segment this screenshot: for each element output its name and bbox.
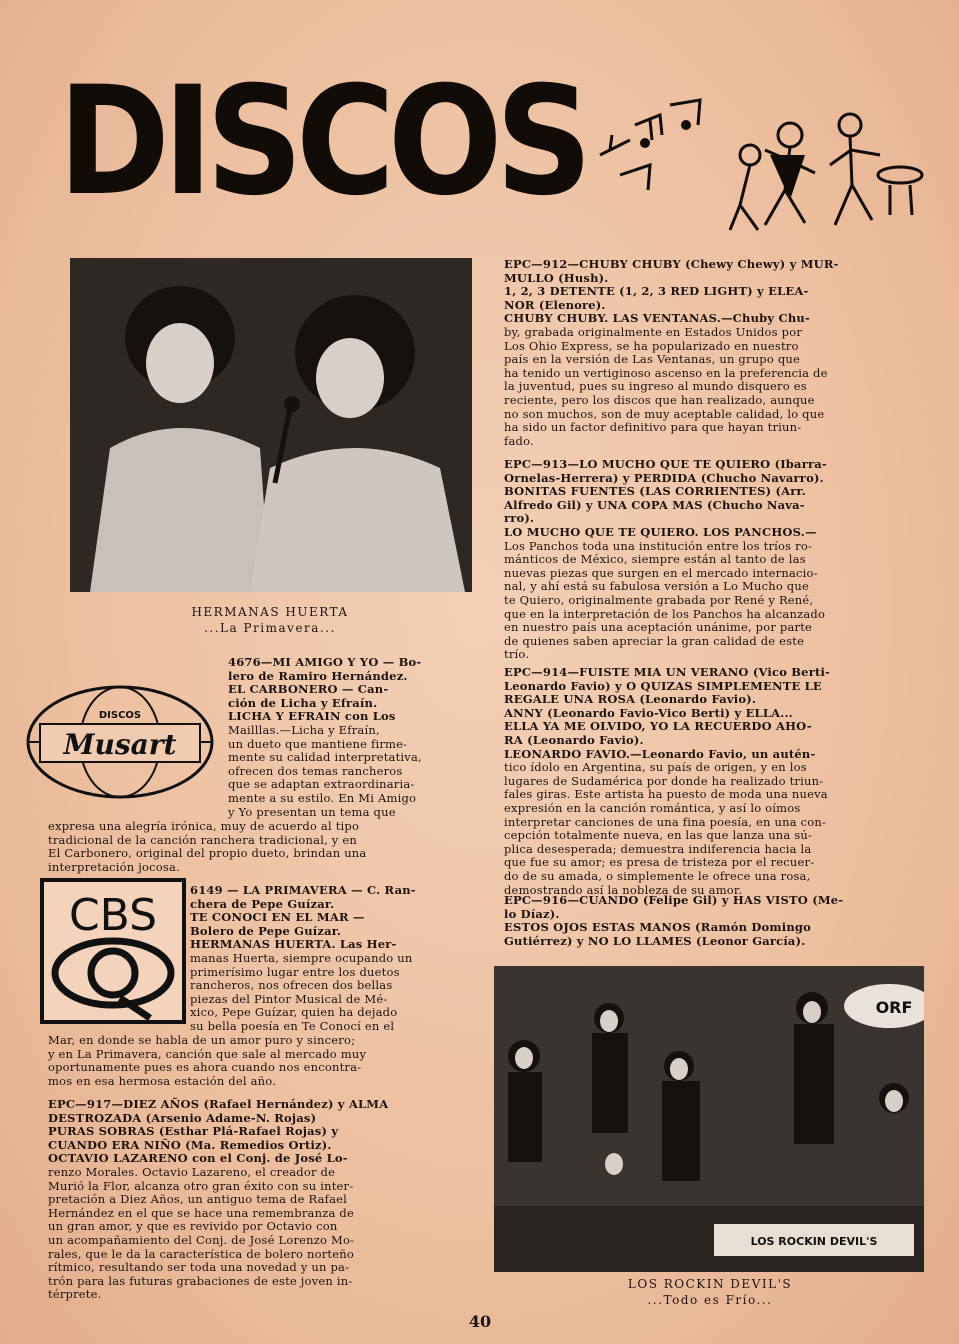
text-line: do de su amada, o simplemente le ofrece una rosa, [504,868,811,883]
text-line: EPC—914—FUISTE MIA UN VERANO (Vico Berti- [504,665,831,679]
orf-sign: ORF [875,998,913,1017]
text-line: nal, y ahí está su fabulosa versión a Lo Mucho que [504,579,809,594]
text-line: un dueto que mantiene firme- [228,736,408,751]
cbs-logo [40,878,186,1024]
rockin-devils-sign: LOS ROCKIN DEVIL'S [750,1235,878,1248]
epc916-review [504,894,924,948]
text-line: te Quiero, originalmente grabada por René y René, [504,592,814,607]
text-line: expresa una alegría irónica, muy de acuerdo al tipo [48,819,360,833]
text-line: tico ídolo en Argentina, su país de origen, y en los [504,760,807,775]
singers-image [70,258,472,592]
text-line: 1, 2, 3 DETENTE (1, 2, 3 RED LIGHT) y ELEA- [504,284,809,299]
text-line: lo Díaz). [504,906,560,921]
text-line: BONITAS FUENTES (LAS CORRIENTES) (Arr. [504,484,806,499]
text-line: ESTOS OJOS ESTAS MANOS (Ramón Domingo [504,920,812,935]
text-line: que se adaptan extraordinaria- [228,777,415,792]
text-line: ción de Licha y Efraín. [228,695,378,710]
text-line: interpretar canciones de una fina poesía, en una con- [504,814,827,829]
right-photo-caption [550,1276,870,1308]
epc913-review [504,458,924,662]
rockin-devils-photo [494,966,924,1272]
text-line: Mailllas.—Licha y Efraín, [228,722,380,737]
caption-song: ...Todo es Frío... [647,1293,773,1307]
text-line: térprete. [48,1287,102,1302]
text-line: NOR (Elenore). [504,297,606,312]
text-line: ha sido un factor definitivo para que hayan triun- [504,420,802,435]
band-image [494,966,924,1272]
text-line: su bella poesía en Te Conocí en el [190,1018,395,1033]
text-line: ANNY (Leonardo Favio-Vico Berti) y ELLA... [504,705,793,720]
text-line: LICHA Y EFRAIN con Los [228,709,396,724]
text-line: pretación a Diez Años, un antiguo tema de Rafael [48,1192,348,1207]
epc917-review [48,1098,476,1302]
text-line: lero de Ramiro Hernández. [228,668,408,683]
musart-logo [20,682,220,802]
cbs-review-narrow [190,884,476,1034]
text-line: chera de Pepe Guízar. [190,896,335,911]
text-line: Los Ohio Express, se ha popularizado en nuestro [504,338,799,353]
epc912-review [504,258,924,448]
text-line: fales giras. Este artista ha puesto de moda una nueva [504,787,828,802]
text-line: en nuestro país una aceptación unánime, por parte [504,620,813,635]
text-line: Bolero de Pepe Guízar. [190,923,342,938]
dancers-illustration [590,95,935,235]
cbs-review-wide [48,1034,476,1088]
text-line: by, grabada originalmente en Estados Unidos por [504,324,803,339]
text-line: tradicional de la canción ranchera tradicional, y en [48,832,357,847]
text-line: oportunamente pues es ahora cuando nos encontra- [48,1060,362,1075]
text-line: EPC—912—CHUBY CHUBY (Chewy Chewy) y MUR- [504,257,839,271]
text-line: rancheros, nos ofrecen dos bellas [190,978,393,993]
text-line: mos en esa hermosa estación del año. [48,1073,277,1088]
page-title: DISCOS [58,55,586,229]
text-line: trón para las futuras grabaciones de este joven in- [48,1273,353,1288]
musart-top-label: DISCOS [98,710,142,721]
page-number: 40 [468,1312,492,1331]
text-line: renzo Morales. Octavio Lazareno, el creador de [48,1164,336,1179]
caption-name: LOS ROCKIN DEVIL'S [627,1277,793,1291]
text-line: TE CONOCI EN EL MAR — [190,910,365,925]
text-line: DESTROZADA (Arsenio Adame-N. Rojas) [48,1110,317,1125]
text-line: mánticos de México, siempre están al tanto de las [504,552,806,567]
text-line: rro). [504,511,535,526]
text-line: LEONARDO FAVIO.—Leonardo Favio, un autén- [504,746,816,761]
text-line: no son muchos, son de muy aceptable calidad, lo que [504,406,825,421]
text-line: trío. [504,647,530,662]
text-line: ELLA YA ME OLVIDO, YO LA RECUERDO AHO- [504,719,812,734]
text-line: OCTAVIO LAZARENO con el Conj. de José Lo- [48,1151,348,1166]
text-line: que fue su amor; es presa de tristeza por el recuer- [504,855,815,870]
musart-name: Musart [63,728,177,761]
text-line: rítmico, resultando ser toda una novedad y un pa- [48,1260,350,1275]
text-line: PURAS SOBRAS (Esthar Plá-Rafael Rojas) y [48,1124,339,1139]
text-line: ofrecen dos temas rancheros [228,763,403,778]
text-line: Mar, en donde se habla de un amor puro y sincero; [48,1033,356,1047]
cbs-name: CBS [68,890,158,941]
text-line: expresión en la canción romántica, y así lo oímos [504,800,801,815]
text-line: fado. [504,433,534,448]
hermanas-huerta-photo [70,258,472,592]
text-line: nuevas piezas que surgen en el mercado internacio- [504,565,818,580]
left-photo-caption [120,604,420,636]
text-line: EPC—917—DIEZ AÑOS (Rafael Hernández) y ALMA [48,1097,389,1111]
text-line: Hernández en el que se hace una remembranza de [48,1205,354,1220]
text-line: Ornelas-Herrera) y PERDIDA (Chucho Navarro). [504,470,824,485]
text-line: CHUBY CHUBY. LAS VENTANAS.—Chuby Chu- [504,311,810,326]
text-line: EL CARBONERO — Can- [228,682,389,697]
text-line: Alfredo Gil) y UNA COPA MAS (Chucho Nava- [504,497,805,512]
text-line: EPC—913—LO MUCHO QUE TE QUIERO (Ibarra- [504,457,827,471]
text-line: interpretación jocosa. [48,859,180,874]
text-line: un gran amor, y que es revivido por Octavio con [48,1219,338,1234]
text-line: Leonardo Favio) y O QUIZAS SIMPLEMENTE LE [504,678,822,693]
text-line: manas Huerta, siempre ocupando un [190,950,413,965]
text-line: rales, que le da la característica de bolero norteño [48,1246,354,1261]
musart-review-narrow [228,656,474,819]
text-line: de quienes saben apreciar la gran calidad de este [504,633,805,648]
text-line: reciente, pero los discos que han realizado, aunque [504,392,815,407]
text-line: 4676—MI AMIGO Y YO — Bo- [228,655,422,669]
musart-review-wide [48,820,476,874]
text-line: país en la versión de Las Ventanas, un grupo que [504,352,801,367]
text-line: HERMANAS HUERTA. Las Her- [190,937,397,952]
text-line: REGALE UNA ROSA (Leonardo Favio). [504,692,757,707]
epc914-review [504,666,924,897]
text-line: lugares de Sudamérica por donde ha realizado triun- [504,773,824,788]
text-line: Los Panchos toda una institución entre los tríos ro- [504,538,813,553]
text-line: RA (Leonardo Favio). [504,732,644,747]
caption-name: HERMANAS HUERTA [191,605,349,619]
text-line: mente a su estilo. En Mi Amigo [228,790,417,805]
text-line: mente su calidad interpretativa, [228,750,422,765]
caption-song: ...La Primavera... [204,621,336,635]
text-line: un acompañamiento del Conj. de José Lorenzo Mo- [48,1232,355,1247]
text-line: Murió la Flor, alcanza otro gran éxito con su inter- [48,1178,354,1193]
text-line: 6149 — LA PRIMAVERA — C. Ran- [190,883,416,897]
text-line: que en la interpretación de los Panchos ha alcanzado [504,606,826,621]
text-line: demostrando así la nobleza de su amor. [504,882,743,897]
text-line: EPC—916—CUANDO (Felipe Gil) y HAS VISTO (Me- [504,893,844,907]
text-line: primerísimo lugar entre los duetos [190,964,400,979]
text-line: y Yo presentan un tema que [228,804,396,819]
text-line: LO MUCHO QUE TE QUIERO. LOS PANCHOS.— [504,524,817,539]
text-line: MULLO (Hush). [504,270,609,285]
text-line: plica desesperada; demuestra indiferencia hacia la [504,841,812,856]
text-line: CUANDO ERA NIÑO (Ma. Remedios Ortiz). [48,1137,332,1152]
text-line: la juventud, pues su ingreso al mundo disquero es [504,379,807,394]
text-line: xico, Pepe Guízar, quien ha dejado [190,1005,398,1020]
text-line: ha tenido un vertiginoso ascenso en la preferencia de [504,365,828,380]
text-line: Gutiérrez) y NO LO LLAMES (Leonor García). [504,933,806,948]
text-line: y en La Primavera, canción que sale al mercado muy [48,1046,367,1061]
text-line: cepción totalmente nueva, en las que lanza una sú- [504,828,813,843]
text-line: El Carbonero, original del propio dueto, brindan una [48,846,367,861]
text-line: piezas del Pintor Musical de Mé- [190,991,388,1006]
